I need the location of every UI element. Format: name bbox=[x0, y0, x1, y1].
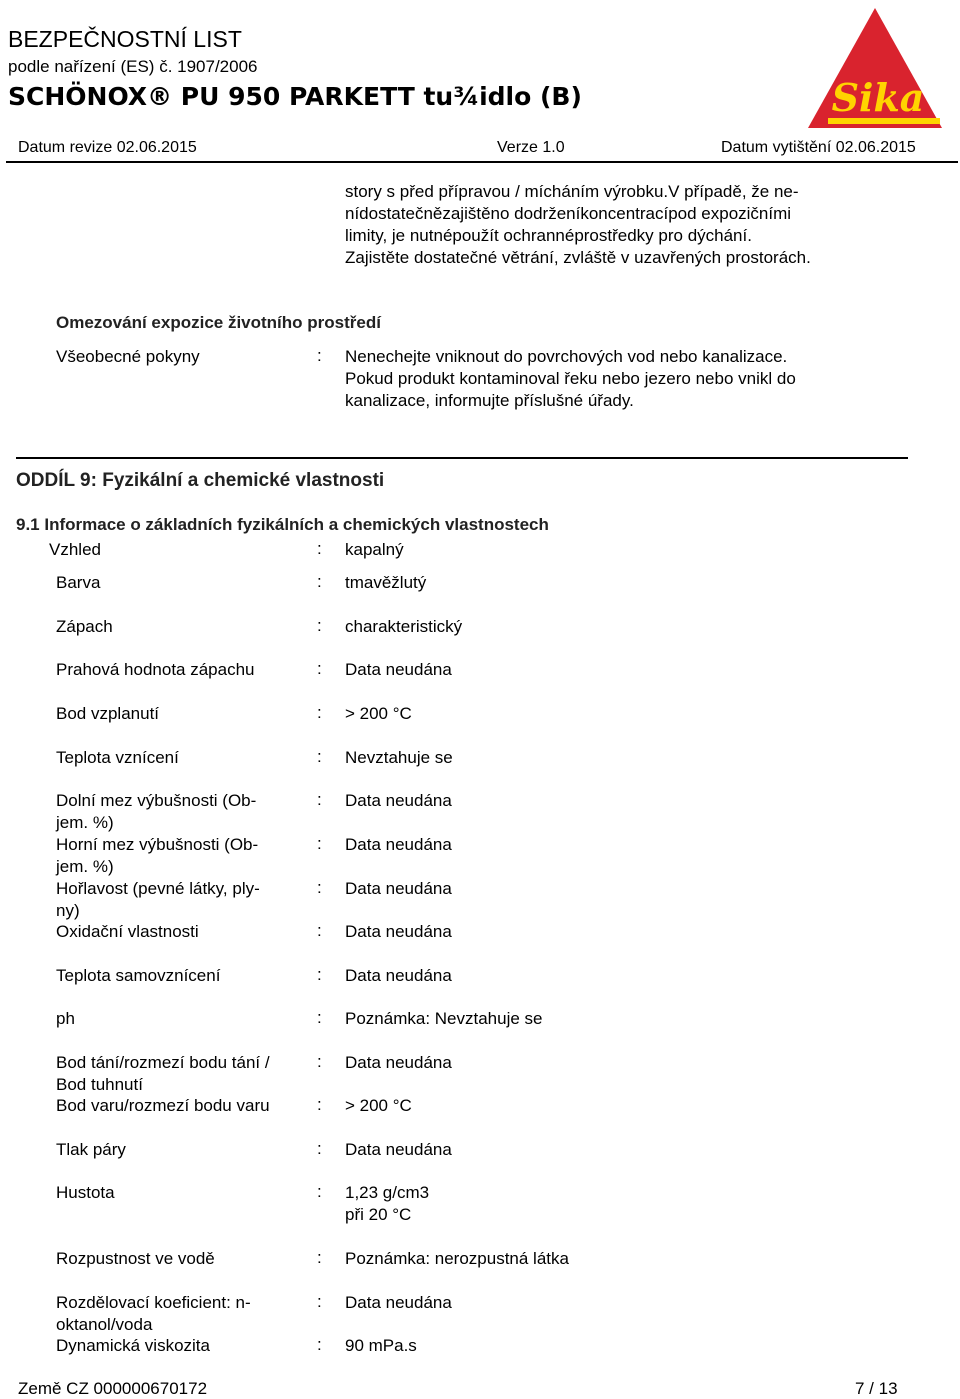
property-label: Rozdělovací koeficient: n- bbox=[56, 1293, 251, 1312]
property-value: > 200 °C bbox=[345, 1096, 412, 1115]
property-value: Data neudána bbox=[345, 879, 452, 898]
colon: : bbox=[317, 1335, 322, 1354]
colon: : bbox=[317, 1182, 322, 1201]
header-divider bbox=[6, 161, 958, 163]
property-value: 90 mPa.s bbox=[345, 1336, 417, 1355]
colon: : bbox=[317, 1139, 322, 1158]
intro-line: story s před přípravou / mícháním výrobku.V případě, že ne- bbox=[345, 182, 799, 201]
property-label: jem. %) bbox=[56, 813, 114, 832]
property-value: Nevztahuje se bbox=[345, 748, 453, 767]
property-label: Dolní mez výbušnosti (Ob- bbox=[56, 791, 257, 810]
colon: : bbox=[317, 921, 322, 940]
colon: : bbox=[317, 1095, 322, 1114]
intro-line: limity, je nutnépoužít ochrannéprostředky pro dýchání. bbox=[345, 226, 752, 245]
section-9-1-subtitle: 9.1 Informace o základních fyzikálních a chemických vlastnostech bbox=[16, 515, 549, 534]
property-label: Bod tuhnutí bbox=[56, 1075, 143, 1094]
colon: : bbox=[317, 1248, 322, 1267]
section-9-title: ODDÍL 9: Fyzikální a chemické vlastnosti bbox=[16, 470, 385, 491]
property-value: Data neudána bbox=[345, 1293, 452, 1312]
section-divider bbox=[16, 457, 908, 459]
revision-date: Datum revize 02.06.2015 bbox=[18, 139, 197, 156]
intro-line: Zajistěte dostatečné větrání, zvláště v uzavřených prostorách. bbox=[345, 248, 811, 267]
property-value: 1,23 g/cm3 bbox=[345, 1183, 430, 1202]
env-line: Nenechejte vniknout do povrchových vod nebo kanalizace. bbox=[345, 347, 788, 366]
colon: : bbox=[317, 878, 322, 897]
property-value: při 20 °C bbox=[345, 1205, 412, 1224]
document-title: BEZPEČNOSTNÍ LIST bbox=[8, 26, 242, 52]
property-value: Data neudána bbox=[345, 791, 452, 810]
property-value: Poznámka: Nevztahuje se bbox=[345, 1009, 543, 1028]
property-label: Hořlavost (pevné látky, ply- bbox=[56, 879, 260, 898]
colon: : bbox=[317, 834, 322, 853]
colon: : bbox=[317, 1052, 322, 1071]
property-value: tmavěžlutý bbox=[345, 573, 427, 592]
colon: : bbox=[317, 1292, 322, 1311]
colon: : bbox=[317, 747, 322, 766]
print-date: Datum vytištění 02.06.2015 bbox=[721, 139, 916, 156]
property-label: Zápach bbox=[56, 617, 113, 636]
property-value: > 200 °C bbox=[345, 704, 412, 723]
property-label: Teplota vznícení bbox=[56, 748, 179, 767]
property-value: Data neudána bbox=[345, 660, 452, 679]
property-value: Data neudána bbox=[345, 835, 452, 854]
property-value: charakteristický bbox=[345, 617, 463, 636]
colon: : bbox=[317, 539, 322, 558]
footer-country: Země CZ 000000670172 bbox=[18, 1379, 208, 1398]
colon: : bbox=[317, 703, 322, 722]
property-label: oktanol/voda bbox=[56, 1315, 153, 1334]
env-line: Pokud produkt kontaminoval řeku nebo jezero nebo vnikl do bbox=[345, 369, 796, 388]
env-exposure-heading: Omezování expozice životního prostředí bbox=[56, 313, 381, 332]
property-label: Teplota samovznícení bbox=[56, 966, 221, 985]
property-label: Oxidační vlastnosti bbox=[56, 922, 199, 941]
property-label: Tlak páry bbox=[56, 1140, 126, 1159]
intro-line: nídostatečnězajištěno dodrženíkoncentracípod expozičními bbox=[345, 204, 792, 223]
property-label: Horní mez výbušnosti (Ob- bbox=[56, 835, 259, 854]
property-label: ph bbox=[56, 1009, 75, 1028]
property-label: Bod vzplanutí bbox=[56, 704, 160, 723]
colon: : bbox=[317, 659, 322, 678]
property-value: Data neudána bbox=[345, 1053, 452, 1072]
property-label: Hustota bbox=[56, 1183, 115, 1202]
colon: : bbox=[317, 965, 322, 984]
regulation-reference: podle nařízení (ES) č. 1907/2006 bbox=[8, 57, 258, 76]
property-value: Poznámka: nerozpustná látka bbox=[345, 1249, 569, 1268]
property-value: Data neudána bbox=[345, 1140, 452, 1159]
property-label: ny) bbox=[56, 901, 80, 920]
property-label: Bod tání/rozmezí bodu tání / bbox=[56, 1053, 270, 1072]
colon: : bbox=[317, 1008, 322, 1027]
property-value: Data neudána bbox=[345, 922, 452, 941]
property-label: Barva bbox=[56, 573, 101, 592]
product-name: SCHÖNOX® PU 950 PARKETT tu¾idlo (B) bbox=[8, 82, 582, 111]
property-label: Dynamická viskozita bbox=[56, 1336, 210, 1355]
property-label: Bod varu/rozmezí bodu varu bbox=[56, 1096, 270, 1115]
colon: : bbox=[317, 616, 322, 635]
general-instructions-label: Všeobecné pokyny bbox=[56, 347, 200, 366]
colon: : bbox=[317, 346, 322, 365]
colon: : bbox=[317, 572, 322, 591]
logo-text: Sika bbox=[831, 75, 925, 120]
property-label: Rozpustnost ve vodě bbox=[56, 1249, 215, 1268]
appearance-label: Vzhled bbox=[49, 540, 101, 559]
sika-logo-icon bbox=[806, 6, 944, 130]
footer-page-number: 7 / 13 bbox=[855, 1379, 898, 1398]
appearance-value: kapalný bbox=[345, 540, 404, 559]
property-value: Data neudána bbox=[345, 966, 452, 985]
version: Verze 1.0 bbox=[497, 139, 565, 156]
colon: : bbox=[317, 790, 322, 809]
property-label: Prahová hodnota zápachu bbox=[56, 660, 255, 679]
property-label: jem. %) bbox=[56, 857, 114, 876]
env-line: kanalizace, informujte příslušné úřady. bbox=[345, 391, 634, 410]
